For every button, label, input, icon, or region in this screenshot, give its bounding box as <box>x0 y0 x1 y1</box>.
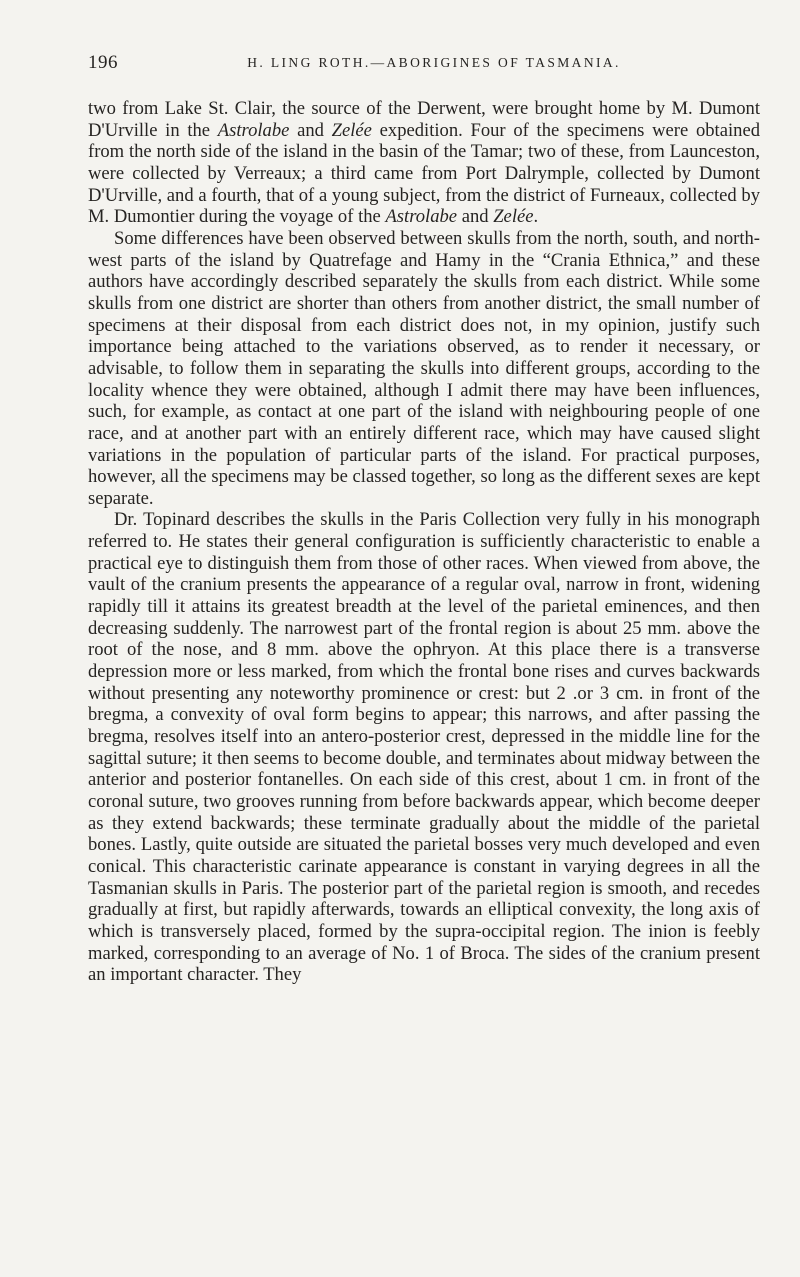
text-run: two from Lake St. Clair, the source of the Derwent, were brought home by M. Dumont D'Urville in the <box>88 98 760 141</box>
text-run: Dr. Topinard describes the skulls in the Paris Collection very fully in his monograph referred to. He states their general configuration is sufficiently characteristic to enable a practical eye to distinguish them from those of other races. When viewed from above, the vault of the cranium presents the appearance of a regular oval, narrow in front, widening rapidly till it attains its greatest breadth at the level of the parietal eminences, and then decreasing suddenly. The narrowest part of the frontal region is about 25 mm. above the root of the nose, and 8 mm. above the ophryon. At this place there is a transverse depression more or less marked, from which the frontal bone rises and curves backwards without presenting any noteworthy prominence or crest: but 2 .or 3 cm. in front of the bregma, a convexity of oval form begins to appear; this narrows, and after passing the bregma, resolves itself into an antero-posterior crest, depressed in the middle line for the sagittal suture; it then seems to become double, and terminates about midway between the anterior and posterior fontanelles. On each side of this crest, about 1 cm. in front of the coronal suture, two grooves running from before backwards appear, which become deeper as they extend backwards; these terminate gradually about the middle of the parietal bones. Lastly, quite outside are situated the parietal bosses very much developed and even conical. This characteristic carinate appearance is constant in varying degrees in all the Tasmanian skulls in Paris. The posterior part of the parietal region is smooth, and recedes gradually at first, but rapidly afterwards, towards an elliptical convexity, the long axis of which is transversely placed, formed by the supra-occipital region. The inion is feebly marked, corresponding to an average of No. 1 of Broca. The sides of the cranium present an important character. They <box>88 509 760 986</box>
paragraph <box>88 509 760 985</box>
italic-text: Astrolabe <box>385 206 458 228</box>
text-run: expedition. Four of the specimens were obtained from the north side of the island in the basin of the Tamar; two of these, from Launceston, were collected by Verreaux; a third came from Port Dalrymple, collected by Dumont D'Urville, and a fourth, that of a young subject, from the district of Furneaux, collected by M. Dumontier during the voyage of the <box>88 119 760 228</box>
text-run: Some differences have been observed between skulls from the north, south, and north-west parts of the island by Quatrefage and Hamy in the “Crania Ethnica,” and these authors have accordingly described separately the skulls from each district. While some skulls from one district are shorter than others from another district, the small number of specimens at their disposal from each district does not, in my opinion, justify such importance being attached to the variations observed, as to render it necessary, or advisable, to follow them in separating the skulls into different groups, according to the locality whence they were obtained, although I admit there may have been influences, such, for example, as contact at one part of the island with neighbouring people of one race, and at another part with an entirely different race, which may have caused slight variations in the population of particular parts of the island. For practical purposes, however, all the specimens may be classed together, so long as the different sexes are kept separate. <box>88 227 760 509</box>
running-title: H. LING ROTH.—ABORIGINES OF TASMANIA. <box>247 55 621 70</box>
body-text <box>88 98 760 986</box>
paragraph <box>88 228 760 510</box>
text-run: and <box>457 206 494 228</box>
italic-text: Zelée <box>493 206 534 228</box>
text-run: . <box>533 206 539 228</box>
page-number: 196 <box>88 52 118 73</box>
paragraph <box>88 98 760 228</box>
italic-text: Astrolabe <box>217 119 290 141</box>
book-page <box>88 50 760 1260</box>
running-head <box>88 50 760 76</box>
text-run: and <box>289 119 332 141</box>
italic-text: Zelée <box>331 119 372 141</box>
